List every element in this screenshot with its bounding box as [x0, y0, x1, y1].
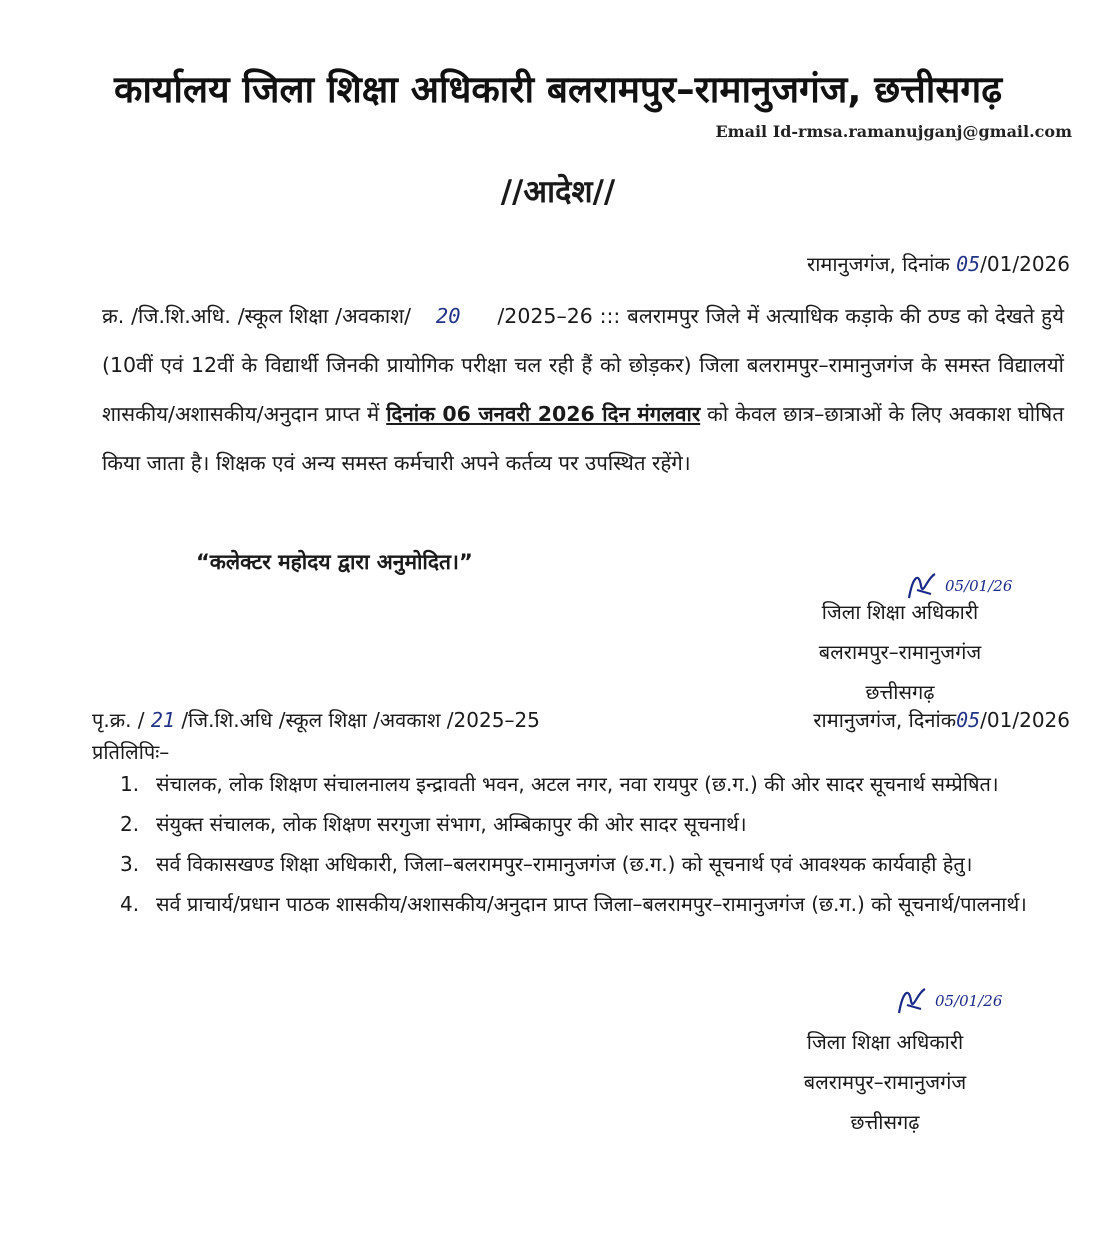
signatory-designation-2: जिला शिक्षा अधिकारी [806, 1030, 964, 1054]
list-item-number: 3. [120, 852, 140, 876]
list-item-text: सर्व विकासखण्ड शिक्षा अधिकारी, जिला–बलरामपुर–रामानुजगंज (छ.ग.) को सूचनार्थ एवं आवश्यक कार्यवाही हेतु। [156, 852, 973, 876]
copy-to-list [120, 768, 1065, 928]
order-body-part1: बलरामपुर जिले में अत्याधिक कड़ाके की ठण्ड को देखते हुये (10वीं एवं 12वीं के विद्यार्थी जिनकी प्रायोगिक परीक्षा चल रही हैं को छोड़कर) जिला बलरामपुर–रामानुजगंज के समस्त विद्यालयों शासकीय/अशासकीय/अनुदान प्राप्त में [102, 304, 1064, 426]
signature-block-2 [755, 1022, 1015, 1142]
list-item [120, 888, 1065, 920]
endorsement-ref-number: 21 [150, 708, 175, 732]
signature-scribble-icon [895, 985, 935, 1019]
endorsement-ref-line [92, 706, 540, 733]
list-item-text: सर्व प्राचार्य/प्रधान पाठक शासकीय/अशासकीय/अनुदान प्राप्त जिला–बलरामपुर–रामानुजगंज (छ.ग.) को सूचनार्थ/पालनार्थ। [156, 892, 1027, 916]
office-title: कार्यालय जिला शिक्षा अधिकारी बलरामपुर–रामानुजगंज, छत्तीसगढ़ [113, 68, 1003, 111]
endorsement-place-date-label: रामानुजगंज, दिनांक [813, 708, 957, 732]
order-date-day: 05 [956, 252, 981, 276]
endorsement-date-line [813, 706, 1070, 733]
list-item-text: संचालक, लोक शिक्षण संचालनालय इन्द्रावती भवन, अटल नगर, नवा रायपुर (छ.ग.) की ओर सादर सूचनार्थ सम्प्रेषित। [156, 772, 999, 796]
signature-date-2: 05/01/26 [935, 992, 1003, 1010]
signatory-district-1: बलरामपुर–रामानुजगंज [818, 640, 982, 664]
order-ref-prefix: क्र. /जि.शि.अधि. /स्कूल शिक्षा /अवकाश/ [102, 304, 412, 328]
signatory-designation-1: जिला शिक्षा अधिकारी [821, 600, 979, 624]
list-item [120, 768, 1065, 800]
collector-approval-note: “कलेक्टर महोदय द्वारा अनुमोदित।” [196, 550, 473, 574]
order-body-part2: को केवल छात्र–छात्राओं के लिए अवकाश घोषित किया जाता है। शिक्षक एवं अन्य समस्त कर्मचारी अपने कर्तव्य पर उपस्थित रहेंगे। [102, 402, 1064, 475]
signatory-state-1: छत्तीसगढ़ [865, 680, 935, 704]
order-ref-year: /2025–26 ::: [497, 304, 621, 328]
list-item [120, 848, 1065, 880]
endorsement-date-rest: /01/2026 [980, 708, 1070, 732]
order-date-line [807, 250, 1070, 277]
copy-to-label: प्रतिलिपिः– [92, 740, 170, 764]
endorsement-date-day: 05 [956, 708, 981, 732]
signatory-district-2: बलरामपुर–रामानुजगंज [803, 1070, 967, 1094]
endorsement-ref-rest: /जि.शि.अधि /स्कूल शिक्षा /अवकाश /2025–25 [181, 708, 540, 732]
list-item-number: 2. [120, 812, 140, 836]
order-place-date-label: रामानुजगंज, दिनांक [807, 252, 950, 276]
order-holiday-date: दिनांक 06 जनवरी 2026 दिन मंगलवार [386, 402, 701, 426]
list-item-number: 1. [120, 772, 140, 796]
signatory-state-2: छत्तीसगढ़ [850, 1110, 920, 1134]
signature-block-1 [770, 592, 1030, 712]
signature-date-1: 05/01/26 [945, 577, 1013, 595]
list-item-number: 4. [120, 892, 140, 916]
list-item [120, 808, 1065, 840]
order-ref-number: 20 [435, 304, 461, 328]
endorsement-ref-prefix: पृ.क्र. / [92, 708, 145, 732]
office-email: Email Id-rmsa.ramanujganj@gmail.com [715, 122, 1072, 141]
list-item-text: संयुक्त संचालक, लोक शिक्षण सरगुजा संभाग, अम्बिकापुर की ओर सादर सूचनार्थ। [156, 812, 747, 836]
order-heading: //आदेश// [500, 174, 616, 210]
signature-mark-2 [895, 985, 1002, 1019]
order-body [102, 292, 1064, 488]
order-date-rest: /01/2026 [980, 252, 1070, 276]
